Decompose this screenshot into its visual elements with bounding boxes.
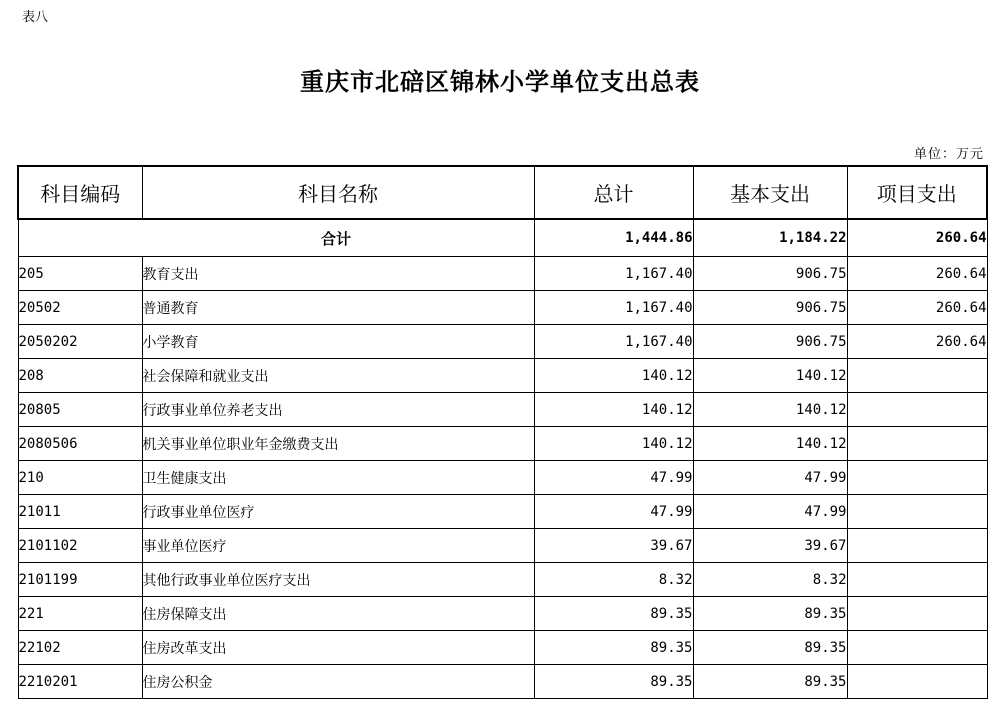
subject-name-cell: 社会保障和就业支出 [142, 359, 534, 393]
subject-code-cell: 221 [18, 597, 142, 631]
column-header-name: 科目名称 [142, 166, 534, 219]
subject-name-cell: 普通教育 [142, 291, 534, 325]
project-amount-cell [847, 427, 987, 461]
total-amount-cell: 1,167.40 [534, 325, 693, 359]
page-title: 重庆市北碚区锦林小学单位支出总表 [300, 67, 700, 96]
header-row [18, 166, 987, 219]
subject-code-cell: 208 [18, 359, 142, 393]
column-header-total: 总计 [534, 166, 693, 219]
subject-name-cell: 住房改革支出 [142, 631, 534, 665]
subject-code-cell: 2050202 [18, 325, 142, 359]
table-row [18, 461, 987, 495]
column-header-project: 项目支出 [847, 166, 987, 219]
subject-name-cell: 卫生健康支出 [142, 461, 534, 495]
subject-code-cell: 2101102 [18, 529, 142, 563]
table-row [18, 529, 987, 563]
expenditure-table [17, 165, 988, 699]
total-amount-cell: 1,167.40 [534, 257, 693, 291]
basic-amount-cell: 39.67 [693, 529, 847, 563]
basic-amount-cell: 906.75 [693, 291, 847, 325]
table-row [18, 631, 987, 665]
project-amount-cell: 260.64 [847, 291, 987, 325]
project-amount-cell: 260.64 [847, 257, 987, 291]
table-number-label: 表八 [22, 10, 49, 25]
project-amount-cell [847, 563, 987, 597]
table-row [18, 563, 987, 597]
subject-name-cell: 住房公积金 [142, 665, 534, 699]
project-amount-cell [847, 461, 987, 495]
basic-amount-cell: 47.99 [693, 461, 847, 495]
subject-name-cell: 行政事业单位养老支出 [142, 393, 534, 427]
total-amount-cell: 1,167.40 [534, 291, 693, 325]
total-label: 合计 [18, 219, 534, 257]
subject-name-cell: 住房保障支出 [142, 597, 534, 631]
basic-amount-cell: 89.35 [693, 597, 847, 631]
basic-amount-cell: 89.35 [693, 631, 847, 665]
table-row [18, 291, 987, 325]
total-amount-cell: 140.12 [534, 393, 693, 427]
subject-code-cell: 21011 [18, 495, 142, 529]
project-amount-cell [847, 631, 987, 665]
total-project-amount: 260.64 [847, 219, 987, 257]
total-amount-cell: 89.35 [534, 631, 693, 665]
table-row [18, 597, 987, 631]
subject-name-cell: 机关事业单位职业年金缴费支出 [142, 427, 534, 461]
total-amount-cell: 39.67 [534, 529, 693, 563]
project-amount-cell [847, 393, 987, 427]
total-amount-cell: 140.12 [534, 427, 693, 461]
subject-code-cell: 20805 [18, 393, 142, 427]
column-header-code: 科目编码 [18, 166, 142, 219]
table-row [18, 665, 987, 699]
subject-name-cell: 小学教育 [142, 325, 534, 359]
table-row [18, 359, 987, 393]
subject-code-cell: 22102 [18, 631, 142, 665]
unit-note: 单位：万元 [913, 147, 984, 162]
basic-amount-cell: 140.12 [693, 393, 847, 427]
subject-name-cell: 其他行政事业单位医疗支出 [142, 563, 534, 597]
total-amount-cell: 89.35 [534, 665, 693, 699]
basic-amount-cell: 140.12 [693, 359, 847, 393]
basic-amount-cell: 140.12 [693, 427, 847, 461]
table-row [18, 393, 987, 427]
total-amount-cell: 47.99 [534, 495, 693, 529]
basic-amount-cell: 8.32 [693, 563, 847, 597]
total-amount-cell: 8.32 [534, 563, 693, 597]
project-amount-cell: 260.64 [847, 325, 987, 359]
subject-code-cell: 2080506 [18, 427, 142, 461]
table-row [18, 427, 987, 461]
total-basic-amount: 1,184.22 [693, 219, 847, 257]
subject-name-cell: 教育支出 [142, 257, 534, 291]
subject-code-cell: 20502 [18, 291, 142, 325]
project-amount-cell [847, 597, 987, 631]
subject-code-cell: 2101199 [18, 563, 142, 597]
basic-amount-cell: 906.75 [693, 257, 847, 291]
table-row [18, 495, 987, 529]
subject-code-cell: 210 [18, 461, 142, 495]
total-amount: 1,444.86 [534, 219, 693, 257]
total-row [18, 219, 987, 257]
total-amount-cell: 89.35 [534, 597, 693, 631]
table-row [18, 257, 987, 291]
subject-code-cell: 205 [18, 257, 142, 291]
project-amount-cell [847, 359, 987, 393]
basic-amount-cell: 47.99 [693, 495, 847, 529]
basic-amount-cell: 906.75 [693, 325, 847, 359]
table-row [18, 325, 987, 359]
basic-amount-cell: 89.35 [693, 665, 847, 699]
total-amount-cell: 140.12 [534, 359, 693, 393]
subject-name-cell: 事业单位医疗 [142, 529, 534, 563]
project-amount-cell [847, 665, 987, 699]
project-amount-cell [847, 495, 987, 529]
subject-name-cell: 行政事业单位医疗 [142, 495, 534, 529]
subject-code-cell: 2210201 [18, 665, 142, 699]
project-amount-cell [847, 529, 987, 563]
total-amount-cell: 47.99 [534, 461, 693, 495]
column-header-basic: 基本支出 [693, 166, 847, 219]
